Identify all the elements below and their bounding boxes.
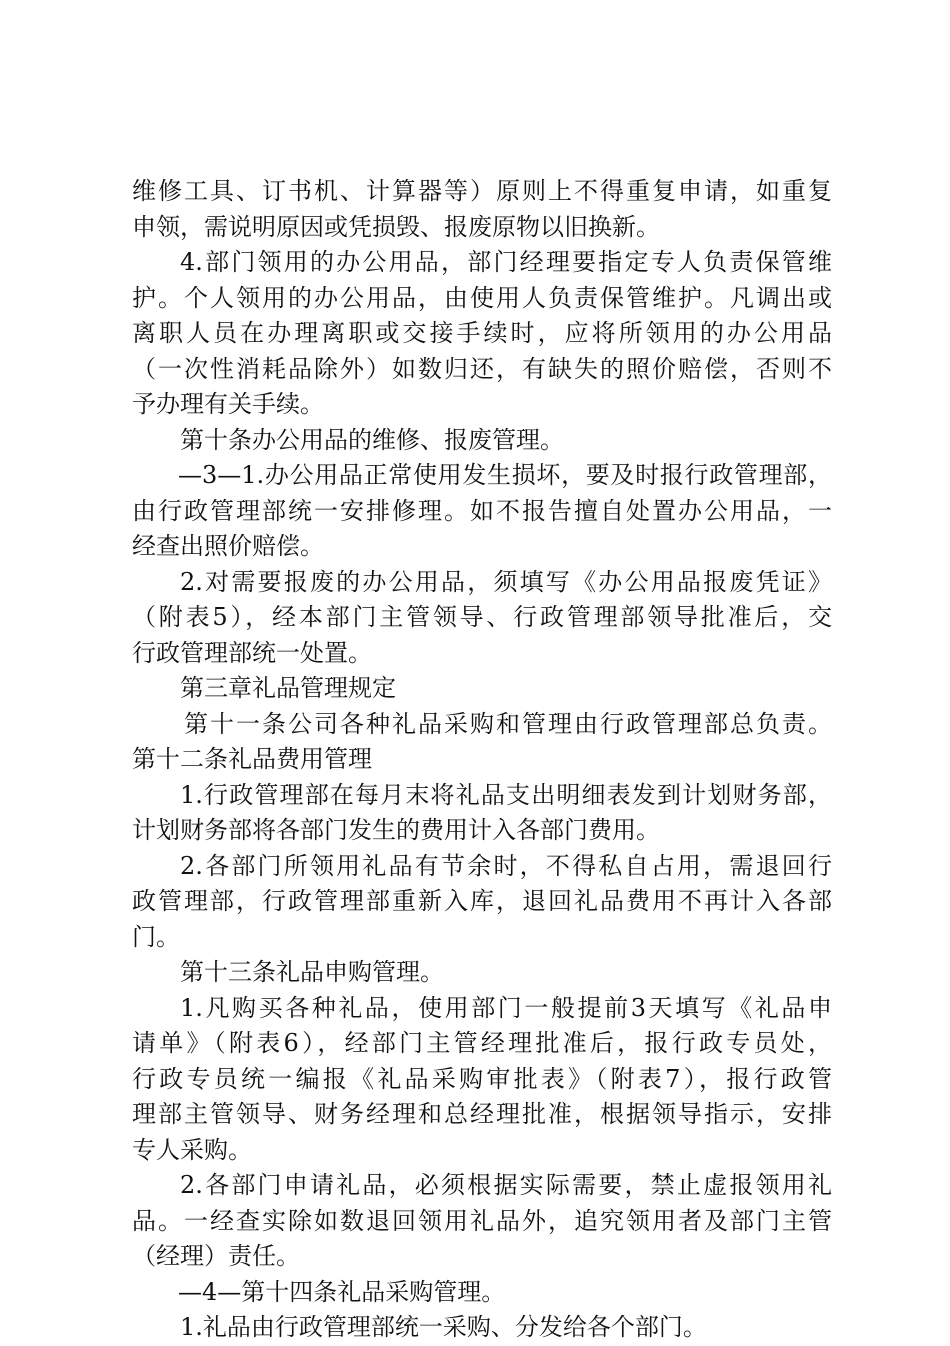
paragraph-line: 2.各部门所领用礼品有节余时，不得私自占用，需退回行	[180, 851, 832, 880]
paragraph-line: 4.部门领用的办公用品，部门经理要指定专人负责保管维	[180, 248, 832, 276]
paragraph-line: （一次性消耗品除外）如数归还，有缺失的照价赔偿，否则不	[132, 354, 832, 383]
paragraph-line: 申领，需说明原因或凭损毁、报废原物以旧换新。	[132, 212, 660, 241]
document-body	[132, 174, 832, 1346]
paragraph-line: 行政专员统一编报《礼品采购审批表》（附表7），报行政管	[132, 1064, 832, 1093]
paragraph-line: 护。个人领用的办公用品，由使用人负责保管维护。凡调出或	[132, 283, 832, 312]
paragraph-line: 由行政管理部统一安排修理。如不报告擅自处置办公用品，一	[132, 496, 832, 525]
paragraph-line: 维修工具、订书机、计算器等）原则上不得重复申请，如重复	[132, 177, 832, 205]
section-heading: 第十二条礼品费用管理	[132, 745, 372, 773]
paragraph-line: 专人采购。	[132, 1135, 252, 1164]
paragraph-line: （经理）责任。	[132, 1242, 300, 1270]
paragraph-line: 政管理部，行政管理部重新入库，退回礼品费用不再计入各部	[132, 887, 832, 915]
paragraph-line: 1.礼品由行政管理部统一采购、分发给各个部门。	[180, 1313, 707, 1341]
paragraph-line: 2.各部门申请礼品，必须根据实际需要，禁止虚报领用礼	[180, 1171, 832, 1199]
paragraph-line: —3—1.办公用品正常使用发生损坏，要及时报行政管理部，	[178, 461, 832, 489]
paragraph-line: 予办理有关手续。	[132, 390, 324, 418]
paragraph-line: 计划财务部将各部门发生的费用计入各部门费用。	[132, 816, 660, 844]
section-heading: 第十三条礼品申购管理。	[180, 958, 444, 986]
paragraph-line: 1.凡购买各种礼品，使用部门一般提前3天填写《礼品申	[180, 993, 832, 1022]
paragraph-line: 品。一经查实除如数退回领用礼品外，追究领用者及部门主管	[132, 1206, 832, 1235]
paragraph-line: 2.对需要报废的办公用品，须填写《办公用品报废凭证》	[180, 567, 832, 596]
paragraph-line: 理部主管领导、财务经理和总经理批准，根据领导指示，安排	[132, 1100, 832, 1128]
paragraph-line: 行政管理部统一处置。	[132, 638, 372, 667]
paragraph-line: 经查出照价赔偿。	[132, 532, 324, 560]
section-heading: —4—第十四条礼品采购管理。	[178, 1277, 506, 1306]
section-heading: 第十一条公司各种礼品采购和管理由行政管理部总负责。	[184, 709, 832, 738]
paragraph-line: 1.行政管理部在每月末将礼品支出明细表发到计划财务部，	[180, 780, 832, 809]
section-heading: 第十条办公用品的维修、报废管理。	[180, 425, 564, 454]
paragraph-line: 离职人员在办理离职或交接手续时，应将所领用的办公用品	[132, 319, 832, 347]
paragraph-line: 门。	[132, 922, 180, 951]
paragraph-line: （附表5），经本部门主管领导、行政管理部领导批准后，交	[132, 603, 832, 631]
chapter-heading: 第三章礼品管理规定	[180, 674, 396, 702]
paragraph-line: 请单》（附表6），经部门主管经理批准后，报行政专员处，	[132, 1029, 832, 1057]
